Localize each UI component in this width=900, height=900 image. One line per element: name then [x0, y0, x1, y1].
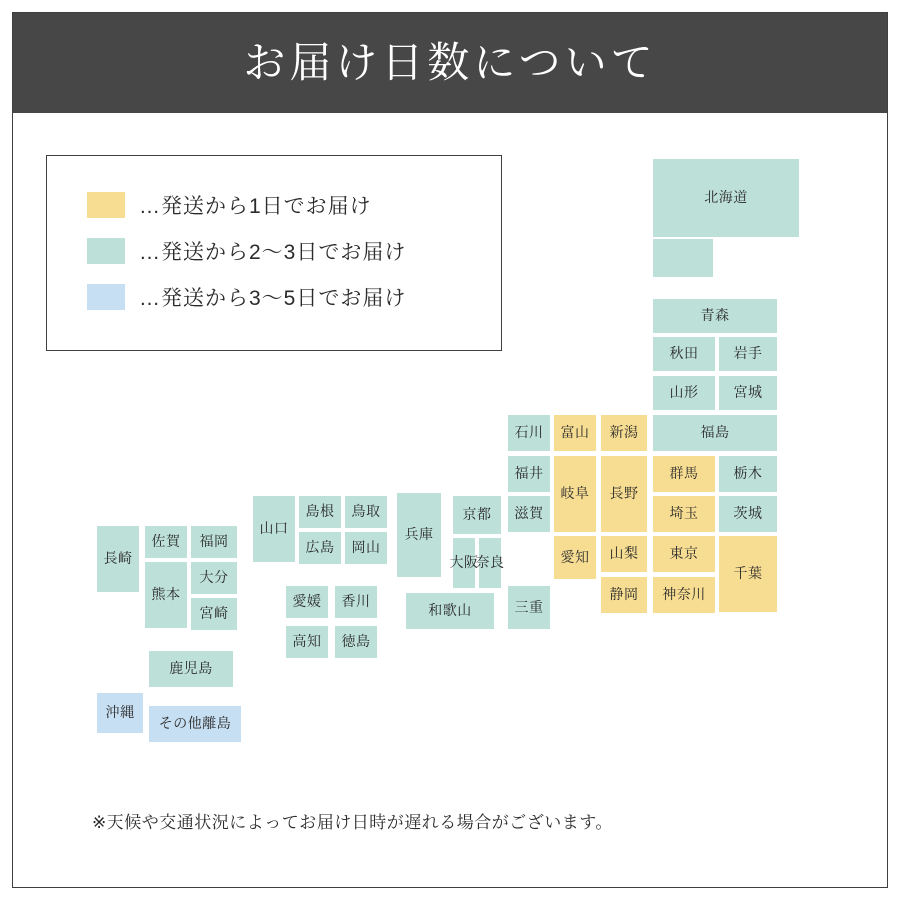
prefecture-label: 岡山	[351, 539, 381, 556]
prefecture-label: 宮城	[733, 384, 763, 401]
prefecture-熊本	[144, 561, 188, 629]
prefecture-鹿児島	[148, 650, 234, 688]
prefecture-愛媛	[285, 585, 329, 619]
prefecture-label: 奈良	[475, 554, 505, 571]
prefecture-label: 群馬	[669, 465, 699, 482]
prefecture-岡山	[344, 531, 388, 565]
prefecture-label: 徳島	[341, 633, 371, 650]
prefecture-label: 東京	[669, 545, 699, 562]
prefecture-富山	[553, 414, 597, 452]
prefecture-label: 佐賀	[151, 533, 181, 550]
prefecture-label: 大阪	[449, 554, 479, 571]
prefecture-高知	[285, 625, 329, 659]
prefecture-島根	[298, 495, 342, 529]
prefecture-label: 京都	[462, 506, 492, 523]
prefecture-栃木	[718, 455, 778, 493]
prefecture-広島	[298, 531, 342, 565]
prefecture-新潟	[600, 414, 648, 452]
prefecture-茨城	[718, 495, 778, 533]
legend-label-day1: …発送から1日でお届け	[139, 195, 372, 218]
prefecture-label: 広島	[305, 539, 335, 556]
prefecture-label: 沖縄	[105, 704, 135, 721]
prefecture-大阪	[449, 537, 479, 589]
prefecture-label: 長崎	[103, 550, 133, 567]
prefecture-label: 長野	[609, 485, 639, 502]
prefecture-奈良	[475, 537, 505, 589]
prefecture-福島	[652, 414, 778, 452]
prefecture-label: 静岡	[609, 586, 639, 603]
prefecture-大分	[190, 561, 238, 595]
prefecture-label: 千葉	[733, 565, 763, 582]
prefecture-label: 岩手	[733, 345, 763, 362]
prefecture-京都	[452, 495, 502, 535]
prefecture-label: 愛媛	[292, 593, 322, 610]
prefecture-沖縄	[96, 692, 144, 734]
prefecture-香川	[334, 585, 378, 619]
prefecture-愛知	[553, 535, 597, 580]
prefecture-千葉	[718, 535, 778, 613]
prefecture-label: 島根	[305, 503, 335, 520]
prefecture-label: その他離島	[158, 715, 232, 732]
prefecture-岐阜	[553, 455, 597, 533]
prefecture-label: 福岡	[199, 533, 229, 550]
prefecture-福岡	[190, 525, 238, 559]
prefecture-label: 石川	[514, 424, 544, 441]
prefecture-label: 山口	[259, 520, 289, 537]
legend-label-day3-5: …発送から3〜5日でお届け	[139, 287, 407, 310]
page-title: お届け日数について	[243, 39, 657, 86]
prefecture-山形	[652, 375, 716, 411]
prefecture-静岡	[600, 576, 648, 614]
prefecture-宮城	[718, 375, 778, 411]
prefecture-label: 福井	[514, 465, 544, 482]
prefecture-label: 大分	[199, 569, 229, 586]
prefecture-label: 和歌山	[428, 602, 472, 619]
prefecture-山梨	[600, 535, 648, 573]
prefecture-岩手	[718, 336, 778, 372]
prefecture-label: 茨城	[733, 505, 763, 522]
prefecture-山口	[252, 495, 296, 563]
prefecture-宮崎	[190, 597, 238, 631]
prefecture-三重	[507, 585, 551, 630]
prefecture-東京	[652, 535, 716, 573]
prefecture-label: 三重	[514, 598, 544, 615]
legend-label-day2-3: …発送から2〜3日でお届け	[139, 241, 407, 264]
prefecture-label: 富山	[560, 424, 590, 441]
prefecture-佐賀	[144, 525, 188, 559]
prefecture-label: 山梨	[609, 545, 639, 562]
prefecture-石川	[507, 414, 551, 452]
prefecture-滋賀	[507, 495, 551, 533]
prefecture-label: 山形	[669, 384, 699, 401]
prefecture-その他離島	[148, 705, 242, 743]
prefecture-label: 高知	[292, 633, 322, 650]
prefecture-label: 滋賀	[514, 505, 544, 522]
prefecture-兵庫	[396, 492, 442, 578]
prefecture-label: 新潟	[609, 424, 639, 441]
prefecture-label: 香川	[341, 593, 371, 610]
prefecture-label: 鹿児島	[169, 660, 213, 677]
prefecture-和歌山	[405, 592, 495, 630]
prefecture-北海道	[652, 158, 800, 238]
prefecture-群馬	[652, 455, 716, 493]
prefecture-長崎	[96, 525, 140, 593]
prefecture-長野	[600, 455, 648, 533]
prefecture-label: 兵庫	[404, 526, 434, 543]
prefecture-徳島	[334, 625, 378, 659]
prefecture-label: 栃木	[733, 465, 763, 482]
prefecture-青森	[652, 298, 778, 334]
prefecture-label: 宮崎	[199, 605, 229, 622]
prefecture-label: 鳥取	[351, 503, 381, 520]
prefecture-神奈川	[652, 576, 716, 614]
prefecture-label: 秋田	[669, 345, 699, 362]
prefecture-block	[652, 238, 714, 278]
prefecture-秋田	[652, 336, 716, 372]
prefecture-label: 愛知	[560, 548, 590, 565]
prefecture-label: 神奈川	[662, 586, 706, 603]
prefecture-埼玉	[652, 495, 716, 533]
prefecture-鳥取	[344, 495, 388, 529]
prefecture-label: 岐阜	[560, 485, 590, 502]
prefecture-label: 青森	[700, 307, 730, 324]
prefecture-label: 福島	[700, 424, 730, 441]
prefecture-label: 埼玉	[669, 505, 699, 522]
prefecture-福井	[507, 455, 551, 493]
prefecture-label: 熊本	[151, 586, 181, 603]
prefecture-label: 北海道	[704, 189, 748, 206]
disclaimer-note: ※天候や交通状況によってお届け日時が遅れる場合がございます。	[92, 813, 613, 832]
